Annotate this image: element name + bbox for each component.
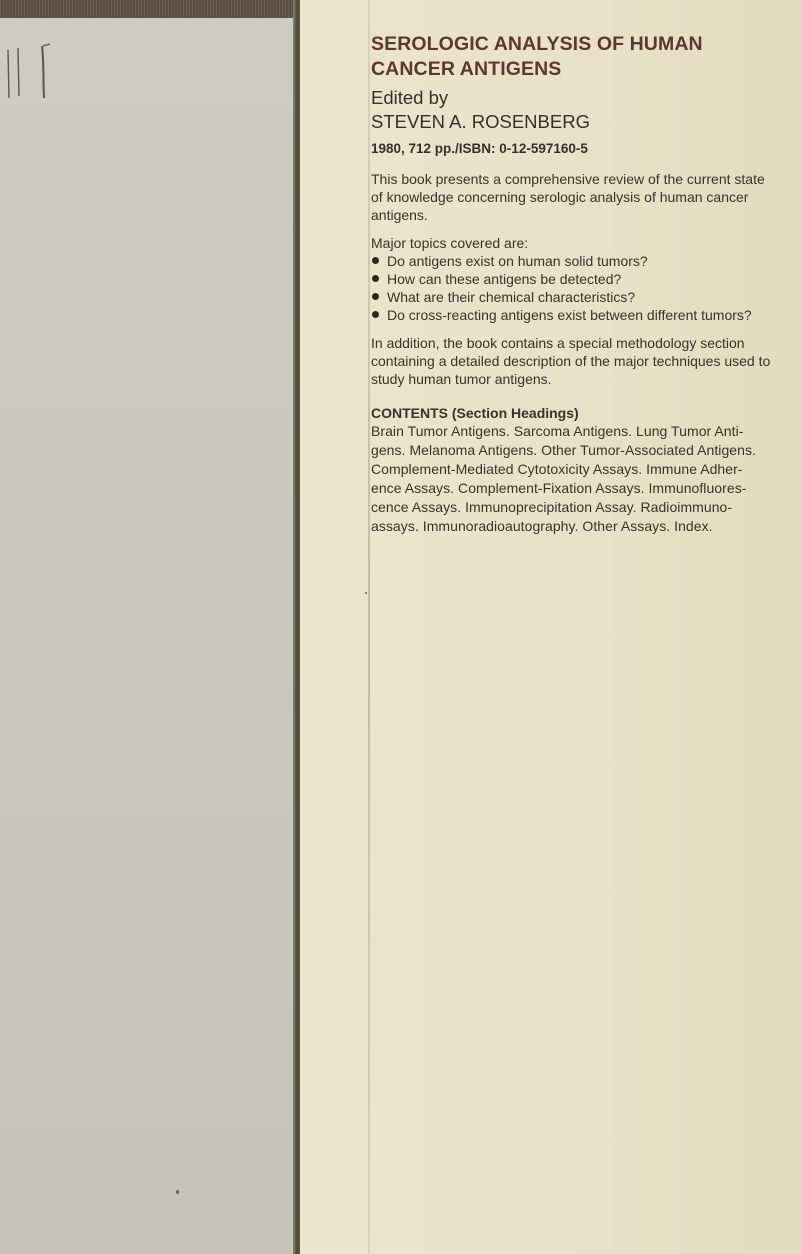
title-line-2: CANCER ANTIGENS — [371, 58, 562, 80]
contents-line: cence Assays. Immunoprecipitation Assay. Radioimmuno- — [371, 499, 733, 515]
topic-text: How can these antigens be detected? — [387, 271, 622, 287]
inner-board — [0, 0, 298, 1254]
methodology-line: In addition, the book contains a special methodology section — [371, 335, 745, 351]
paper-speck — [176, 1190, 179, 1194]
editor-name: STEVEN A. ROSENBERG — [371, 111, 590, 132]
contents-line: assays. Immunoradioautography. Other Assays. Index. — [371, 518, 713, 534]
contents-list — [371, 422, 766, 536]
topic-item — [371, 270, 766, 288]
book-title — [371, 32, 766, 82]
topic-text: What are their chemical characteristics? — [387, 289, 636, 305]
paper-speck — [365, 592, 367, 594]
intro-line: This book presents a comprehensive review of the current state — [371, 171, 765, 187]
title-line-1: SEROLOGIC ANALYSIS OF HUMAN — [371, 33, 703, 55]
contents-heading: CONTENTS (Section Headings) — [371, 405, 579, 421]
topic-item — [371, 252, 766, 270]
methodology-line: containing a detailed description of the major techniques used to — [371, 353, 771, 369]
contents-line: Complement-Mediated Cytotoxicity Assays. Immune Adher- — [371, 461, 743, 477]
topics-list — [371, 252, 766, 324]
contents-line: gens. Melanoma Antigens. Other Tumor-Associated Antigens. — [371, 442, 756, 458]
topic-item — [371, 288, 766, 306]
bullet-icon — [372, 275, 379, 282]
edited-by-label: Edited by — [371, 87, 449, 108]
topic-item — [371, 306, 766, 324]
bullet-icon — [372, 293, 379, 300]
bullet-icon — [372, 311, 379, 318]
top-binding-strip — [0, 0, 296, 18]
bullet-icon — [372, 257, 379, 264]
topic-text: Do cross-reacting antigens exist between different tumors? — [387, 307, 752, 323]
flap-fold-line — [368, 0, 370, 1254]
methodology-line: study human tumor antigens. — [371, 371, 552, 387]
flap-text — [371, 32, 771, 536]
methodology-paragraph — [371, 334, 771, 388]
handwritten-pencil-mark — [4, 40, 68, 100]
contents-line: ence Assays. Complement-Fixation Assays. Immunofluores- — [371, 480, 747, 496]
contents-line: Brain Tumor Antigens. Sarcoma Antigens. Lung Tumor Anti- — [371, 423, 744, 439]
publication-info: 1980, 712 pp./ISBN: 0-12-597160-5 — [371, 141, 588, 156]
intro-line: of knowledge concerning serologic analysis of human cancer — [371, 189, 749, 205]
topic-text: Do antigens exist on human solid tumors? — [387, 253, 648, 269]
topics-heading: Major topics covered are: — [371, 235, 529, 251]
intro-line: antigens. — [371, 207, 428, 223]
intro-paragraph — [371, 170, 766, 224]
